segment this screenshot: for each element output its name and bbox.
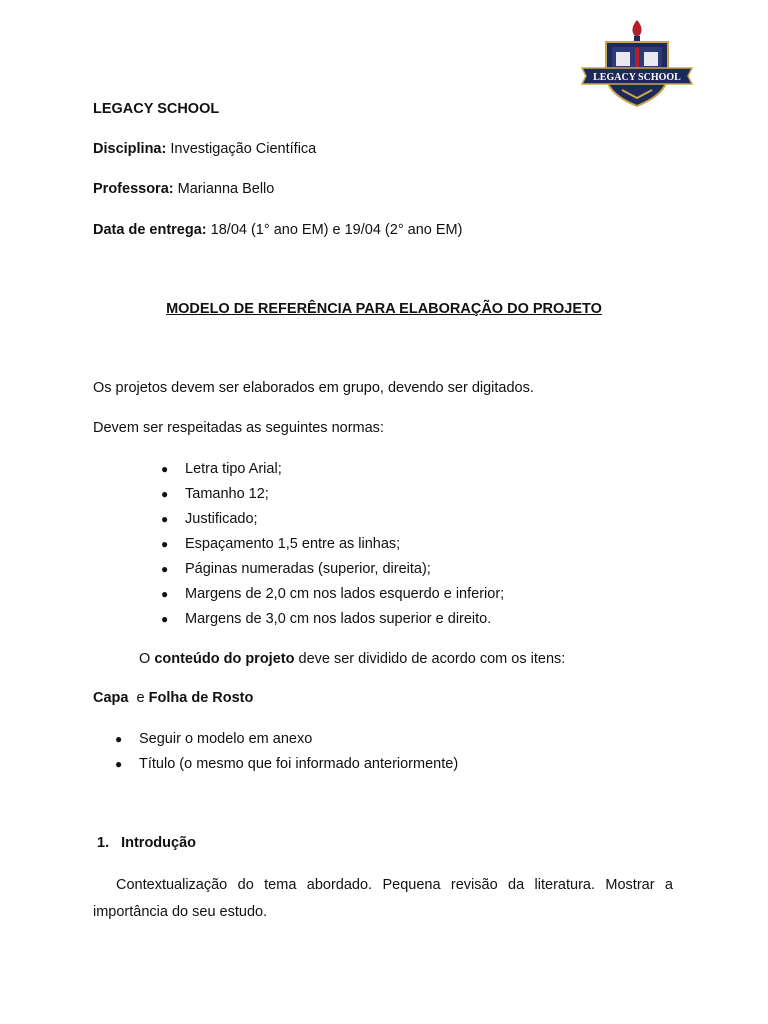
section-paragraph: Contextualização do tema abordado. Pequena revisão da literatura. Mostrar a importância do seu estudo. bbox=[93, 877, 673, 920]
lion-right-icon bbox=[644, 52, 658, 66]
lion-left-icon bbox=[616, 52, 630, 66]
section-heading: 1. Introdução bbox=[97, 835, 197, 851]
discipline-line: Disciplina: Investigação Científica bbox=[93, 141, 317, 157]
list-item: ● Tamanho 12; bbox=[161, 486, 269, 502]
list-item: ● Letra tipo Arial; bbox=[161, 461, 282, 477]
norms-list bbox=[161, 460, 505, 635]
list-item: ● Justificado; bbox=[161, 511, 258, 527]
list-item: ● Páginas numeradas (superior, direita); bbox=[161, 561, 431, 577]
logo-text: LEGACY SCHOOL bbox=[593, 72, 681, 83]
legacy-school-logo bbox=[578, 18, 696, 110]
document-title: MODELO DE REFERÊNCIA PARA ELABORAÇÃO DO PROJETO bbox=[166, 301, 602, 317]
cover-list bbox=[115, 730, 459, 780]
due-date-line: Data de entrega: 18/04 (1° ano EM) e 19/04 (2° ano EM) bbox=[93, 222, 463, 238]
intro-line-1: Os projetos devem ser elaborados em grupo, devendo ser digitados. bbox=[93, 380, 534, 396]
list-item: ● Título (o mesmo que foi informado anteriormente) bbox=[115, 756, 459, 772]
school-name: LEGACY SCHOOL bbox=[93, 101, 220, 117]
cover-heading: Capa e Folha de Rosto bbox=[93, 690, 254, 706]
teacher-line: Professora: Marianna Bello bbox=[93, 181, 275, 197]
intro-line-2: Devem ser respeitadas as seguintes normas: bbox=[93, 420, 384, 436]
list-item: ● Margens de 2,0 cm nos lados esquerdo e inferior; bbox=[161, 586, 505, 602]
torch-flame-icon bbox=[632, 20, 641, 38]
list-item: ● Seguir o modelo em anexo bbox=[115, 731, 313, 747]
list-item: ● Margens de 3,0 cm nos lados superior e direito. bbox=[161, 611, 492, 627]
list-item: ● Espaçamento 1,5 entre as linhas; bbox=[161, 536, 401, 552]
content-line: O conteúdo do projeto deve ser dividido de acordo com os itens: bbox=[139, 651, 566, 667]
